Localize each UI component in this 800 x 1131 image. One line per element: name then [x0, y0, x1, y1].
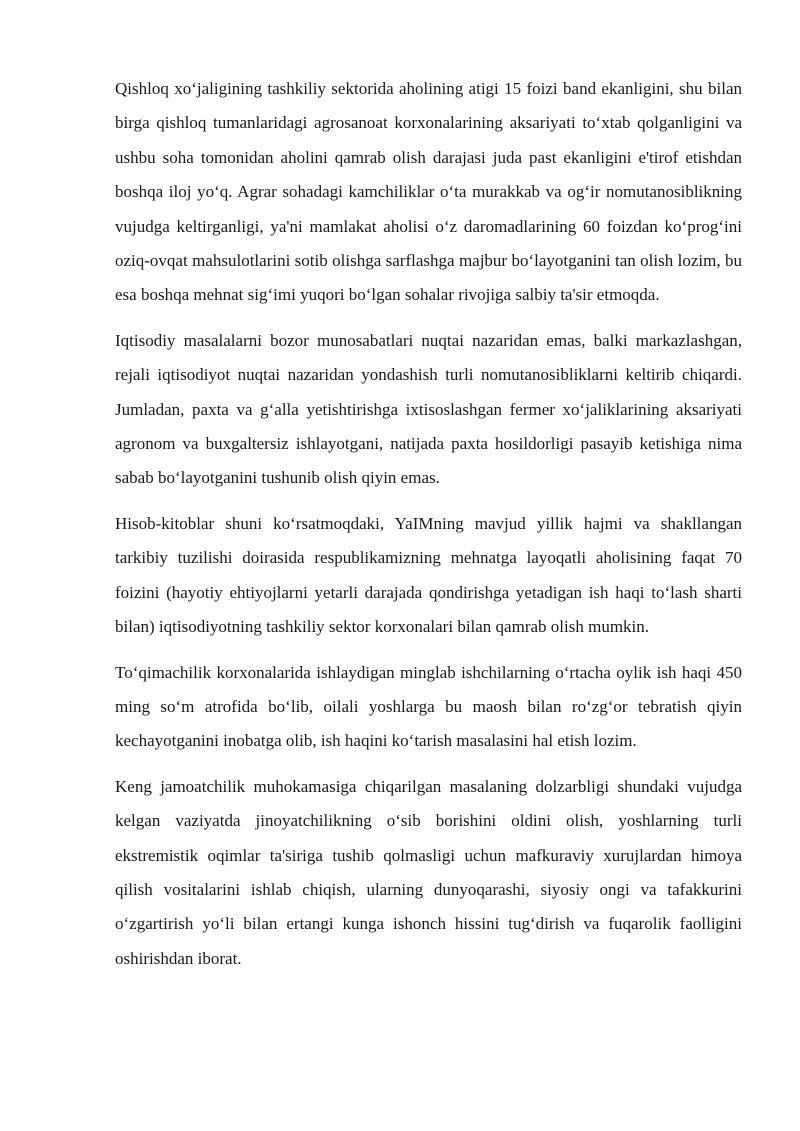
paragraph-economic-approach: Iqtisodiy masalalarni bozor munosabatlari nuqtai nazaridan emas, balki markazlashgan, rejali iqtisodiyot nuqtai nazaridan yondashish turli nomutanosibliklarni keltirib chiqardi. Jumladan, paxta va g‘alla yetishtirishga ixtisoslashgan fermer xo‘jaliklarining aksariyati agronom va buxgaltersiz ishlayotgani, natijada paxta hosildorligi pasayib ketishiga nima sabab bo‘layotganini tushunib olish qiyin emas. [115, 330, 742, 488]
paragraph-calculations: Hisob-kitoblar shuni ko‘rsatmoqdaki, YaIMning mavjud yillik hajmi va shakllangan tarkibiy tuzilishi doirasida respublikamizning mehnatga layoqatli aholisining faqat 70 foizini (hayotiy ehtiyojlarni yetarli darajada qondirishga yetadigan ish haqi to‘lash sharti bilan) iqtisodiyotning tashkiliy sektor korxonalari bilan qamrab olish mumkin. [115, 513, 742, 637]
paragraph-agriculture: Qishloq xo‘jaligining tashkiliy sektorida aholining atigi 15 foizi band ekanligini, shu bilan birga qishloq tumanlaridagi agrosanoat korxonalarining aksariyati to‘xtab qolganligini va ushbu soha tomonidan aholini qamrab olish darajasi juda past ekanligini e'tirof etishdan boshqa iloj yo‘q. Agrar sohadagi kamchiliklar o‘ta murakkab va og‘ir nomutanosiblikning vujudga keltirganligi, ya'ni mamlakat aholisi o‘z daromadlarining 60 foizdan ko‘prog‘ini oziq-ovqat mahsulotlarini sotib olishga sarflashga majbur bo‘layotganini tan olish lozim, bu esa boshqa mehnat sig‘imi yuqori bo‘lgan sohalar rivojiga salbiy ta'sir etmoqda. [115, 79, 742, 305]
paragraph-public-discussion: Keng jamoatchilik muhokamasiga chiqarilgan masalaning dolzarbligi shundaki vujudga kelgan vaziyatda jinoyatchilikning o‘sib borishini oldini olish, yoshlarning turli ekstremistik oqimlar ta'siriga tushib qolmasligi uchun mafkuraviy xurujlardan himoya qilish vositalarini ishlab chiqish, ularning dunyoqarashi, siyosiy ongi va tafakkurini o‘zgartirish yo‘li bilan ertangi kunga ishonch hissini tug‘dirish va fuqarolik faolligini oshirishdan iborat. [115, 776, 742, 968]
document-page [115, 72, 742, 987]
paragraph-textile-wages: To‘qimachilik korxonalarida ishlaydigan minglab ishchilarning o‘rtacha oylik ish haqi 450 ming so‘m atrofida bo‘lib, oilali yoshlarga bu maosh bilan ro‘zg‘or tebratish qiyin kechayotganini inobatga olib, ish haqini ko‘tarish masalasini hal etish lozim. [115, 662, 742, 751]
